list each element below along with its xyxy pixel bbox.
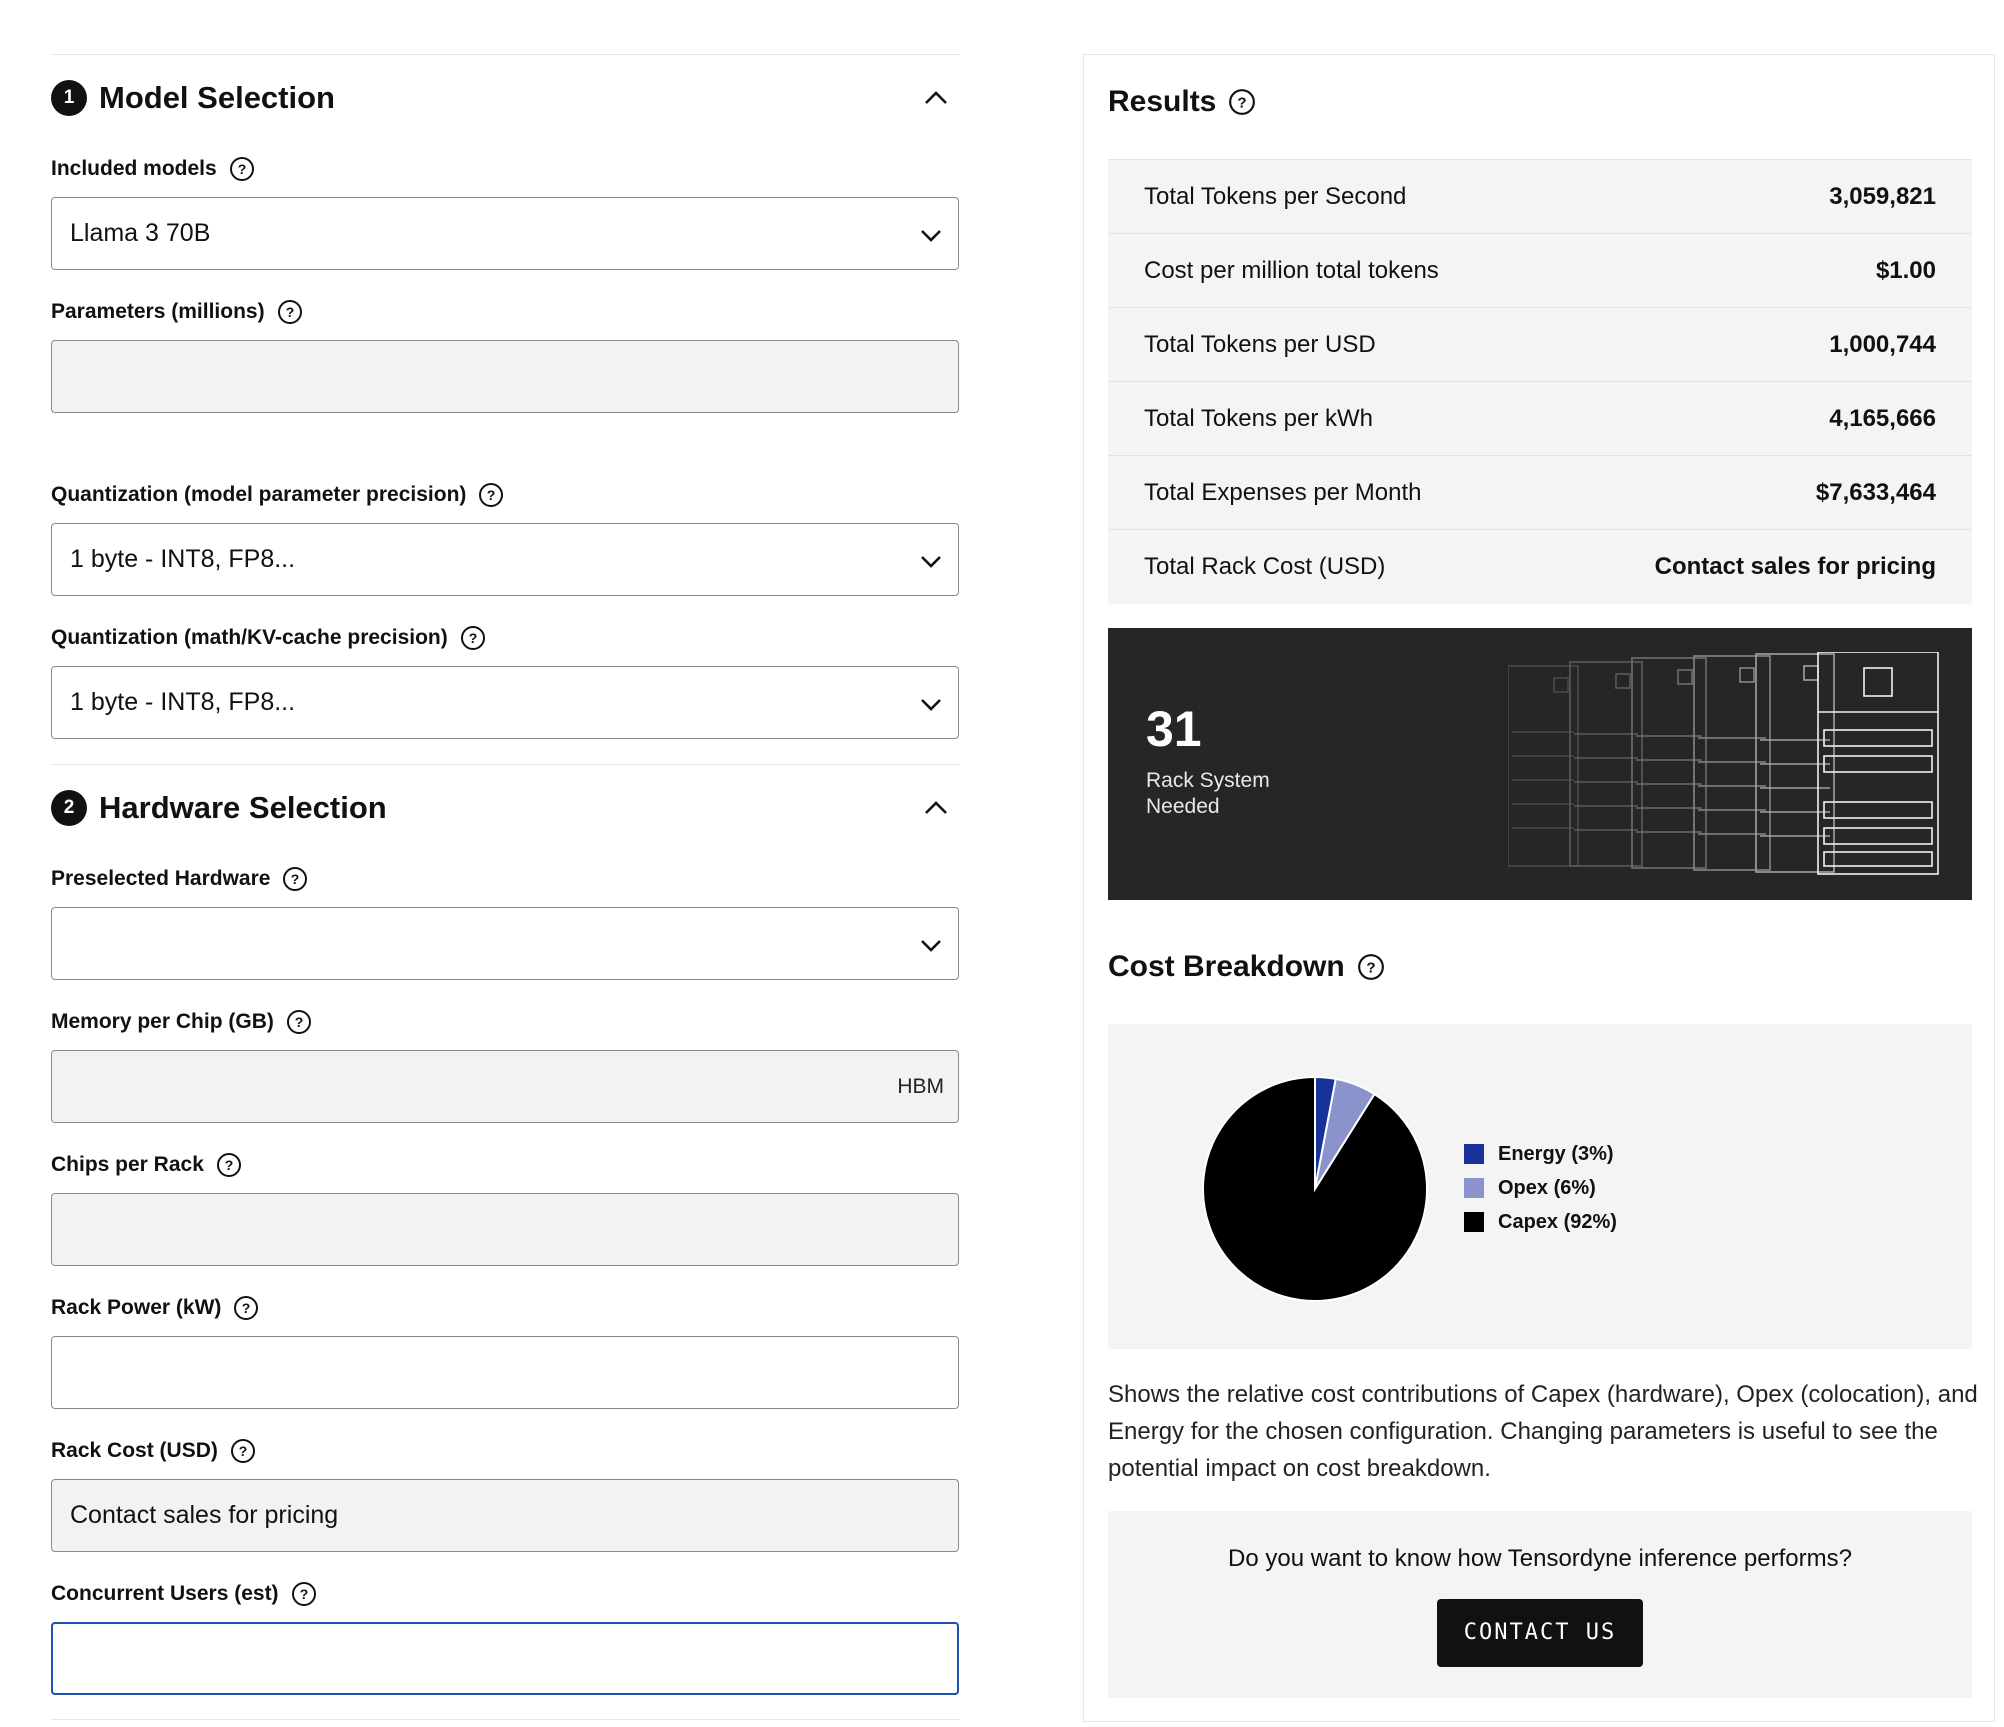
svg-text:?: ?: [1366, 959, 1376, 977]
legend-swatch: [1464, 1212, 1484, 1232]
legend-item-energy: Energy (3%): [1464, 1137, 1617, 1171]
result-row-expenses-per-month: Total Expenses per Month $7,633,464: [1108, 456, 1972, 530]
chevron-up-icon[interactable]: [921, 83, 951, 113]
field-label: Memory per Chip (GB) ?: [51, 994, 959, 1050]
help-icon[interactable]: [230, 1438, 256, 1464]
svg-text:?: ?: [487, 487, 496, 503]
svg-text:?: ?: [299, 1586, 308, 1602]
help-icon[interactable]: [229, 156, 255, 182]
result-row-tokens-per-usd: Total Tokens per USD 1,000,744: [1108, 308, 1972, 382]
chips-per-rack-input[interactable]: [51, 1193, 959, 1266]
rack-cost-field: [51, 1423, 959, 1552]
svg-text:?: ?: [242, 1300, 251, 1316]
cost-breakdown-heading: Cost Breakdown ?: [1108, 950, 1385, 984]
svg-text:?: ?: [1237, 94, 1247, 112]
memory-per-chip-field: [51, 994, 959, 1123]
results-table: [1108, 159, 1972, 604]
help-icon[interactable]: [233, 1295, 259, 1321]
cost-breakdown-description: Shows the relative cost contributions of Capex (hardware), Opex (colocation), and Energy for the chosen configuration. Changing parameters is useful to see the potential impact on cost breakdown.: [1108, 1381, 1978, 1482]
contact-us-button[interactable]: CONTACT US: [1437, 1599, 1643, 1667]
chevron-down-icon: [918, 548, 944, 574]
memory-per-chip-input[interactable]: [51, 1050, 959, 1123]
svg-text:?: ?: [238, 1443, 248, 1459]
field-label: Parameters (millions) ?: [51, 284, 959, 340]
field-label: Quantization (math/KV-cache precision) ?: [51, 610, 959, 666]
rack-label: Rack System Needed: [1146, 769, 1270, 818]
help-icon[interactable]: [277, 299, 303, 325]
quantization-math-select[interactable]: 1 byte - INT8, FP8...: [51, 666, 959, 739]
legend-item-opex: Opex (6%): [1464, 1171, 1617, 1205]
svg-text:?: ?: [294, 1014, 304, 1030]
chart-legend: [1464, 1137, 1617, 1239]
preselected-hardware-select[interactable]: [51, 907, 959, 980]
rack-illustration: [1508, 652, 1948, 882]
help-icon[interactable]: [291, 1581, 317, 1607]
result-row-tokens-per-kwh: Total Tokens per kWh 4,165,666: [1108, 382, 1972, 456]
parameters-input[interactable]: [51, 340, 959, 413]
pie-slice-capex: [1203, 1077, 1427, 1301]
field-label: Included models ?: [51, 141, 959, 197]
preselected-hardware-field: [51, 851, 959, 980]
field-label: Concurrent Users (est) ?: [51, 1566, 959, 1622]
cta-text: Do you want to know how Tensordyne inference performs?: [1228, 1545, 1852, 1572]
svg-text:?: ?: [468, 630, 478, 646]
field-label: Rack Power (kW) ?: [51, 1280, 959, 1336]
help-icon[interactable]: [216, 1152, 242, 1178]
parameters-field: [51, 284, 959, 413]
help-icon[interactable]: [460, 625, 486, 651]
chevron-up-icon[interactable]: [921, 793, 951, 823]
concurrent-users-field: [51, 1566, 959, 1695]
legend-swatch: [1464, 1178, 1484, 1198]
quantization-math-field: [51, 610, 959, 739]
memory-type-suffix: HBM: [897, 1074, 944, 1098]
svg-text:?: ?: [285, 304, 294, 320]
step-badge: 2: [51, 790, 87, 826]
results-heading: Results ?: [1108, 85, 1256, 119]
rack-cost-input[interactable]: Contact sales for pricing: [51, 1479, 959, 1552]
quantization-param-field: [51, 467, 959, 596]
result-row-cost-per-million: Cost per million total tokens $1.00: [1108, 234, 1972, 308]
help-icon[interactable]: [286, 1009, 312, 1035]
result-row-rack-cost: Total Rack Cost (USD) Contact sales for pricing: [1144, 553, 1936, 580]
help-icon[interactable]: [1228, 88, 1256, 116]
cost-pie-chart: [1108, 1024, 1972, 1349]
quantization-param-select[interactable]: 1 byte - INT8, FP8...: [51, 523, 959, 596]
configuration-panel: [51, 54, 959, 1720]
chevron-down-icon: [918, 932, 944, 958]
included-models-select[interactable]: Llama 3 70B: [51, 197, 959, 270]
model-selection-header[interactable]: [51, 55, 959, 141]
rack-summary-panel: [1108, 628, 1972, 900]
field-label: Rack Cost (USD) ?: [51, 1423, 959, 1479]
rack-count: 31: [1146, 701, 1202, 757]
included-models-field: [51, 141, 959, 270]
chevron-down-icon: [918, 691, 944, 717]
result-row-tokens-per-second: Total Tokens per Second 3,059,821: [1108, 160, 1972, 234]
section-title: Hardware Selection: [99, 790, 387, 825]
field-label: Quantization (model parameter precision) ?: [51, 467, 959, 523]
hardware-selection-header[interactable]: [51, 765, 959, 851]
field-label: Preselected Hardware ?: [51, 851, 959, 907]
chevron-down-icon: [918, 222, 944, 248]
legend-item-capex: Capex (92%): [1464, 1205, 1617, 1239]
field-label: Chips per Rack ?: [51, 1137, 959, 1193]
step-badge: 1: [51, 80, 87, 116]
svg-text:?: ?: [237, 161, 246, 177]
divider: [51, 1719, 959, 1720]
concurrent-users-input[interactable]: [51, 1622, 959, 1695]
help-icon[interactable]: [478, 482, 504, 508]
pie-chart-svg: [1200, 1074, 1430, 1304]
help-icon[interactable]: [282, 866, 308, 892]
help-icon[interactable]: [1357, 953, 1385, 981]
chips-per-rack-field: [51, 1137, 959, 1266]
rack-power-field: [51, 1280, 959, 1409]
section-title: Model Selection: [99, 80, 335, 115]
legend-swatch: [1464, 1144, 1484, 1164]
contact-cta-panel: [1108, 1511, 1972, 1698]
rack-power-input[interactable]: [51, 1336, 959, 1409]
results-panel: [1083, 54, 1995, 1722]
svg-text:?: ?: [224, 1157, 234, 1173]
svg-text:?: ?: [291, 871, 300, 887]
